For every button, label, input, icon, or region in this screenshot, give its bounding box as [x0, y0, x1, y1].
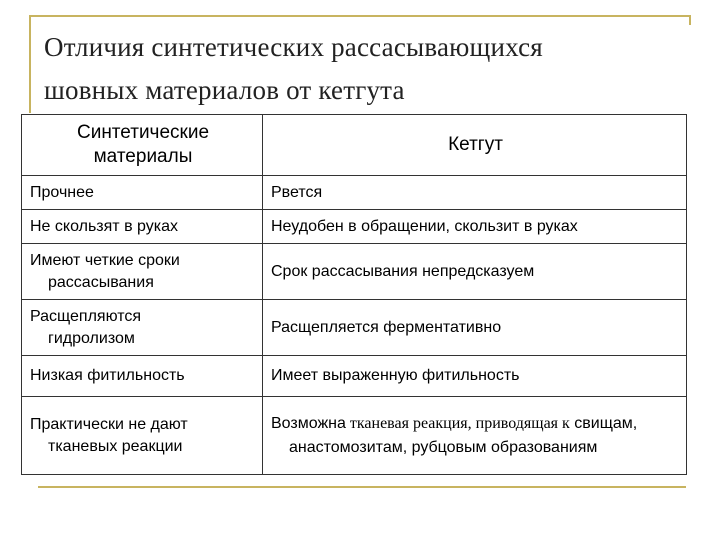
- comparison-table: [21, 114, 687, 475]
- cell-catgut-text-part-1: Возможна: [271, 414, 346, 432]
- cell-catgut-text: [271, 412, 680, 460]
- cell-synthetic: Низкая фитильность: [22, 356, 263, 397]
- slide-title-line-2: шовных материалов от кетгута: [44, 75, 405, 105]
- cell-catgut: Имеет выраженную фитильность: [263, 356, 687, 397]
- header-catgut: [263, 115, 687, 176]
- cell-catgut-text-part-2: тканевая реакция, приводящая к: [345, 414, 570, 432]
- table-row: [22, 244, 687, 300]
- cell-synthetic: [22, 300, 263, 356]
- slide-frame-right-tick: [689, 15, 691, 25]
- cell-synthetic: Прочнее: [22, 176, 263, 210]
- cell-catgut: Срок рассасывания непредсказуем: [263, 244, 687, 300]
- cell-synthetic: [22, 397, 263, 475]
- cell-catgut: Расщепляется ферментативно: [263, 300, 687, 356]
- cell-synthetic: Не скользят в руках: [22, 210, 263, 244]
- slide-frame-left-line: [29, 15, 31, 113]
- header-catgut-label: Кетгут: [448, 134, 503, 155]
- cell-synthetic-text: Практически не дают тканевых реакции: [30, 415, 188, 455]
- cell-synthetic: [22, 244, 263, 300]
- header-synthetic-materials: [22, 115, 263, 176]
- slide-frame-bottom-line: [38, 486, 686, 488]
- slide-frame-top-line: [29, 15, 691, 17]
- table-row: [22, 210, 687, 244]
- slide-title: [44, 26, 684, 112]
- table-header-row: [22, 115, 687, 176]
- cell-synthetic-text: Имеют четкие сроки рассасывания: [30, 251, 180, 291]
- cell-catgut: Неудобен в обращении, скользит в руках: [263, 210, 687, 244]
- cell-synthetic-text: Расщепляются гидролизом: [30, 307, 142, 347]
- table-row: [22, 300, 687, 356]
- table-row: [22, 356, 687, 397]
- slide-title-line-1: Отличия синтетических рассасывающихся: [44, 32, 543, 62]
- table-row: [22, 176, 687, 210]
- cell-catgut: Рвется: [263, 176, 687, 210]
- table-row: [22, 397, 687, 475]
- header-synthetic-label: Синтетические материалы: [76, 122, 210, 167]
- cell-catgut: [263, 397, 687, 475]
- cell-catgut-text-part-3: свищам, анастомозитам, рубцовым образованиям: [289, 414, 638, 456]
